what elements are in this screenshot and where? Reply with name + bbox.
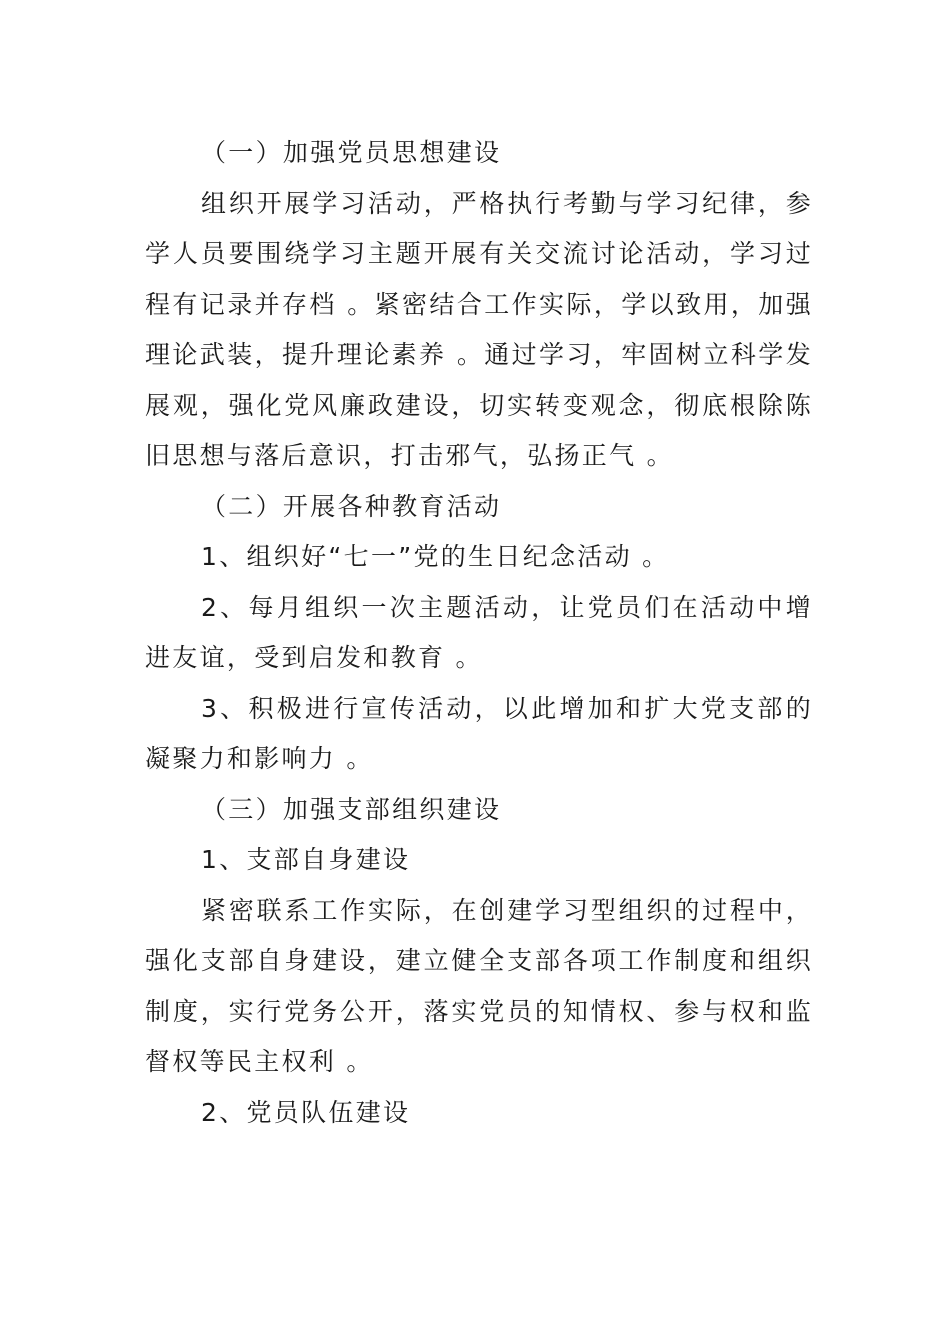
subsection-heading-1: 1、支部自身建设 — [201, 845, 411, 874]
section-heading-3: （三）加强支部组织建设 — [201, 794, 502, 824]
body-paragraph: 组织开展学习活动，严格执行考勤与学习纪律，参学人员要围绕学习主题开展有关交流讨论活动，学习过程有记录并存档 。紧密结合工作实际，学以致用，加强理论武装，提升理论素养 。通过学习，牢固树立科学发展观，强化党风廉政建设，切实转变观念，彻底根除陈旧思想与落后意识，打击邪气，弘扬正气 。 — [145, 188, 813, 470]
section-heading-1: （一）加强党员思想建设 — [201, 138, 502, 167]
section-heading-2: （二）开展各种教育活动 — [201, 491, 502, 521]
body-paragraph: 紧密联系工作实际，在创建学习型组织的过程中，强化支部自身建设，建立健全支部各项工作制度和组织制度，实行党务公开，落实党员的知情权、参与权和监督权等民主权利 。 — [145, 895, 813, 1076]
list-item-1: 1、组织好“七一”党的生日纪念活动 。 — [201, 542, 670, 571]
document-body — [145, 128, 813, 1138]
list-item-2: 2、每月组织一次主题活动，让党员们在活动中增进友谊，受到启发和教育 。 — [145, 592, 813, 672]
subsection-heading-2: 2、党员队伍建设 — [201, 1097, 411, 1127]
list-item-3: 3、积极进行宣传活动，以此增加和扩大党支部的凝聚力和影响力 。 — [145, 693, 813, 773]
